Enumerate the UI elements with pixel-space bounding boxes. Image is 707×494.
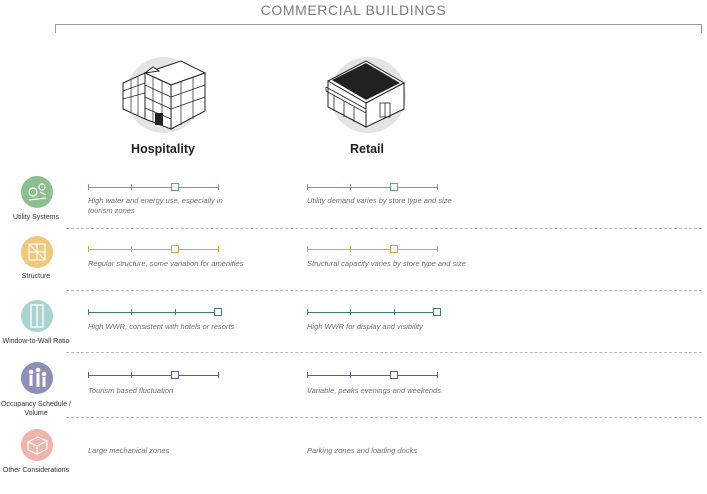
row-label-other-considerations: Other Considerations bbox=[2, 467, 70, 474]
slider-track bbox=[88, 312, 219, 313]
occupancy-people-icon bbox=[20, 361, 54, 395]
utility-systems-icon bbox=[20, 175, 54, 209]
row-label-utility-systems: Utility Systems bbox=[13, 214, 59, 221]
slider-tick bbox=[88, 372, 89, 378]
slider-tick bbox=[394, 309, 395, 315]
retail-store-icon bbox=[322, 55, 412, 135]
slider-tick bbox=[437, 184, 438, 190]
slider-occupancy-retail bbox=[307, 371, 438, 379]
slider-track bbox=[88, 249, 219, 250]
row-divider bbox=[66, 290, 702, 291]
slider-structure-hospitality bbox=[88, 245, 219, 253]
desc-wwr-retail: High WWR for display and visibility bbox=[307, 322, 423, 331]
slider-wwr-hospitality bbox=[88, 308, 219, 316]
slider-marker bbox=[390, 371, 398, 379]
slider-track bbox=[307, 312, 438, 313]
slider-track bbox=[307, 249, 438, 250]
slider-marker bbox=[390, 245, 398, 253]
desc-other-retail: Parking zones and loading docks bbox=[307, 446, 418, 455]
slider-tick bbox=[88, 184, 89, 190]
slider-tick bbox=[307, 184, 308, 190]
desc-utility-retail: Utility demand varies by store type and size bbox=[307, 196, 452, 205]
slider-occupancy-hospitality bbox=[88, 371, 219, 379]
slider-marker bbox=[390, 183, 398, 191]
slider-tick bbox=[218, 246, 219, 252]
slider-tick bbox=[131, 246, 132, 252]
slider-utility-retail bbox=[307, 183, 438, 191]
window-icon bbox=[20, 299, 54, 333]
column-label-retail: Retail bbox=[349, 142, 385, 156]
slider-tick bbox=[131, 184, 132, 190]
slider-marker bbox=[433, 308, 441, 316]
slider-tick bbox=[307, 246, 308, 252]
slider-tick bbox=[131, 372, 132, 378]
other-box-icon bbox=[20, 428, 54, 462]
slider-marker bbox=[171, 371, 179, 379]
slider-track bbox=[307, 187, 438, 188]
slider-utility-hospitality bbox=[88, 183, 219, 191]
row-divider bbox=[66, 352, 702, 353]
slider-tick bbox=[350, 372, 351, 378]
row-divider bbox=[66, 417, 702, 418]
slider-tick bbox=[350, 246, 351, 252]
slider-tick bbox=[350, 309, 351, 315]
desc-structure-retail: Structural capacity varies by store type and size bbox=[307, 259, 466, 268]
slider-wwr-retail bbox=[307, 308, 438, 316]
slider-structure-retail bbox=[307, 245, 438, 253]
row-label-window-to-wall-ratio: Window-to-Wall Ratio bbox=[2, 338, 70, 345]
slider-track bbox=[88, 375, 219, 376]
header-bracket bbox=[55, 24, 702, 33]
desc-other-hospitality: Large mechanical zones bbox=[88, 446, 170, 455]
row-label-occupancy: Occupancy Schedule / Volume bbox=[0, 401, 72, 417]
desc-utility-hospitality: High water and energy use, especially in tourism zones bbox=[88, 196, 223, 215]
slider-tick bbox=[131, 309, 132, 315]
slider-tick bbox=[218, 372, 219, 378]
slider-marker bbox=[214, 308, 222, 316]
slider-tick bbox=[88, 246, 89, 252]
slider-tick bbox=[218, 184, 219, 190]
slider-tick bbox=[437, 246, 438, 252]
slider-tick bbox=[175, 309, 176, 315]
desc-occupancy-retail: Variable, peaks evenings and weekends bbox=[307, 386, 441, 395]
diagram-title: COMMERCIAL BUILDINGS bbox=[260, 2, 447, 18]
slider-tick bbox=[350, 184, 351, 190]
slider-marker bbox=[171, 183, 179, 191]
row-label-structure: Structure bbox=[21, 273, 51, 280]
slider-marker bbox=[171, 245, 179, 253]
slider-tick bbox=[307, 309, 308, 315]
slider-tick bbox=[437, 372, 438, 378]
desc-occupancy-hospitality: Tourism based fluctuation bbox=[88, 386, 174, 395]
desc-structure-hospitality: Regular structure, some variation for amenities bbox=[88, 259, 244, 268]
slider-tick bbox=[307, 372, 308, 378]
hotel-building-icon bbox=[115, 55, 215, 135]
slider-track bbox=[307, 375, 438, 376]
column-label-hospitality: Hospitality bbox=[131, 142, 195, 156]
slider-tick bbox=[88, 309, 89, 315]
slider-track bbox=[88, 187, 219, 188]
desc-wwr-hospitality: High WWR, consistent with hotels or resorts bbox=[88, 322, 235, 331]
structure-icon bbox=[20, 235, 54, 269]
row-divider bbox=[66, 228, 702, 229]
